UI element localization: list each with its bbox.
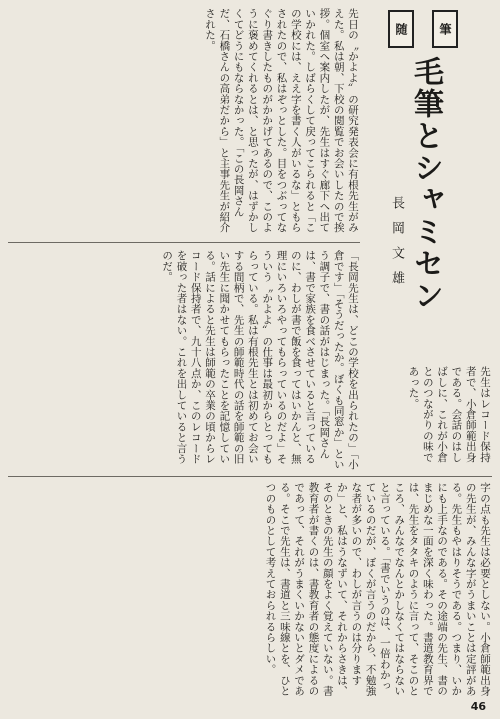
section-divider bbox=[8, 242, 360, 243]
body-text-block-4: 字の点も先生は必要としない。小倉師範出身の先生が、みんな字がうまいことは定評がある。先生もやはりそうである。つまり、いかにも上手なのである。その途端の先生、書のまじめな一面を深く味わった。書道教育界では、先生をタタキのように言って、そこのところ、みんなでなんとかしなくてはならないと言っている。「書でいうのは、一倍わかっているのだが、ぼくが言うのだから、不勉強な者が多いので、わしが言うのは分りますか」と、私はうなずいて、それからさきは、そのときの先生の顔をよく覚えていない。書教育者が書くのは、書教育者の態度によるのであって、それがうまくいかないとダメである。そこで先生は、書道と三味線とを、ひとつのものとして考えておられるらしい。 bbox=[264, 482, 491, 696]
essay-label bbox=[388, 10, 414, 48]
section-divider bbox=[8, 476, 492, 477]
body-text-block-1: 先日の〝かよよ〟の研究発表会に有根先生がみえた。私は朝、下校の閲覧でお会いしたので挨拶。個室へ案内したが、先生はすぐ廊下へ出ていかれた。しばらくして戻ってこられると「この学校には、ええ字を書く人がいるな」ともらされたので、私はぞっとした。目をつぶってなぐり書きしたものがかかげてあるので、このように褒めてくれるとは、と思ったが、はずかしくてどうにもならなかった。「この長岡さんだ、石橋さんの高弟だから」と主事先生が紹介された。 bbox=[204, 8, 359, 233]
category-label bbox=[432, 10, 458, 48]
body-text-block-2: 「長岡先生は、どこの学校を出られたの」「小倉です」「そうだったか。ぼくも同窓か」という調子で、書の話がはじまった。「長岡さんは、書で家族を食べさせていると言っているのに、わしが書で飯を食ってはいかんと、無理にいろいろやってもらっているのだよ」そういう〝かよよ〟の仕事は最初からとってもらっている。私は有根先生とは初めてお会いする間柄で、先生の師範時代の話を師範の旧い先生に聞かせてもらったことを記憶している。話によると先生は師範の卒業の頃からレコード保持者で、九十八点か、このレコードを破った者はない。これを出していると言うのだ。 bbox=[161, 250, 359, 470]
article-title: 毛筆とシャミセン bbox=[408, 56, 443, 312]
essay-label-text: 随 bbox=[394, 23, 408, 35]
page-number: 46 bbox=[470, 700, 486, 713]
category-label-text: 筆 bbox=[438, 23, 452, 35]
body-text-block-3: 先生はレコード保持者で、小倉師範出身である。会話のはしばしに、これが小倉とのつながりの味であった。 bbox=[407, 366, 491, 463]
author-name: 長岡文雄 bbox=[389, 196, 404, 296]
